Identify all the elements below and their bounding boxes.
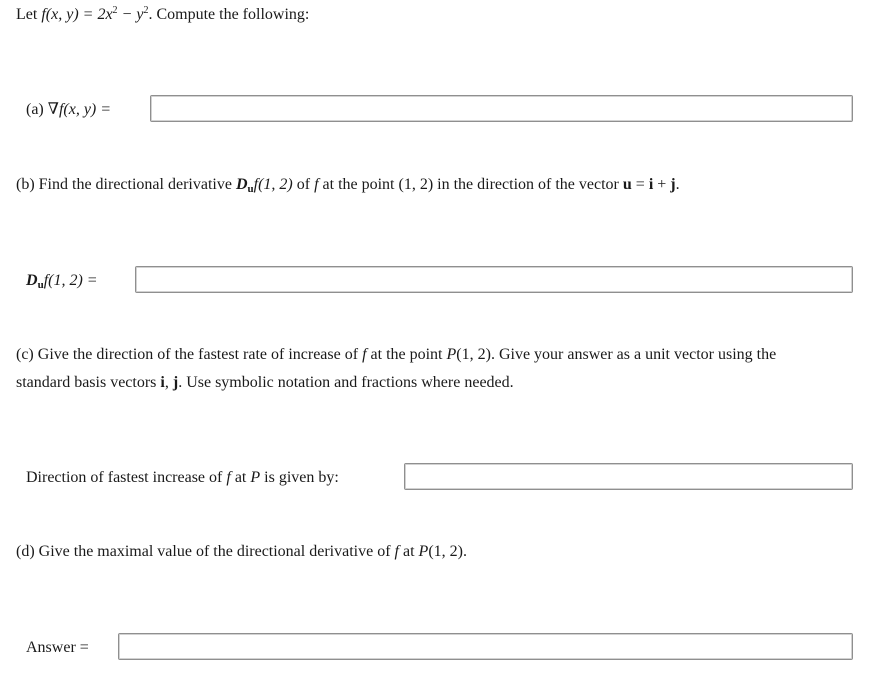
problem-statement: Let f(x, $y) = 2x^2 - y^2$. Compute the following: xyxy=(16,5,310,23)
part-b-question: (b) Find the directional derivative $D_uf(1$, 2) of f at the point (1, 2) in the direction of the vector u = i + j. xyxy=(16,176,680,195)
part-b-label: $D_uf(1$, 2) = xyxy=(26,272,98,291)
fastest-increase-direction-input[interactable] xyxy=(404,463,853,490)
part-c-question-line1: (c) Give the direction of the fastest rate of increase of f at the point P(1, 2). Give your answer as a unit vector using the xyxy=(16,346,777,363)
part-c-question-line2: standard basis vectors i, j. Use symbolic notation and fractions where needed. xyxy=(16,374,514,391)
part-a-label: (a) ∇f(x, y) = xyxy=(26,101,112,118)
gradient-answer-input[interactable] xyxy=(150,95,853,122)
part-d-label: Answer = xyxy=(26,639,89,656)
part-c-label: Direction of fastest increase of f at P is given by: xyxy=(26,469,339,486)
maximal-value-input[interactable] xyxy=(118,633,853,660)
part-d-question: (d) Give the maximal value of the directional derivative of f at P(1, 2). xyxy=(16,543,467,560)
directional-derivative-input[interactable] xyxy=(135,266,853,293)
